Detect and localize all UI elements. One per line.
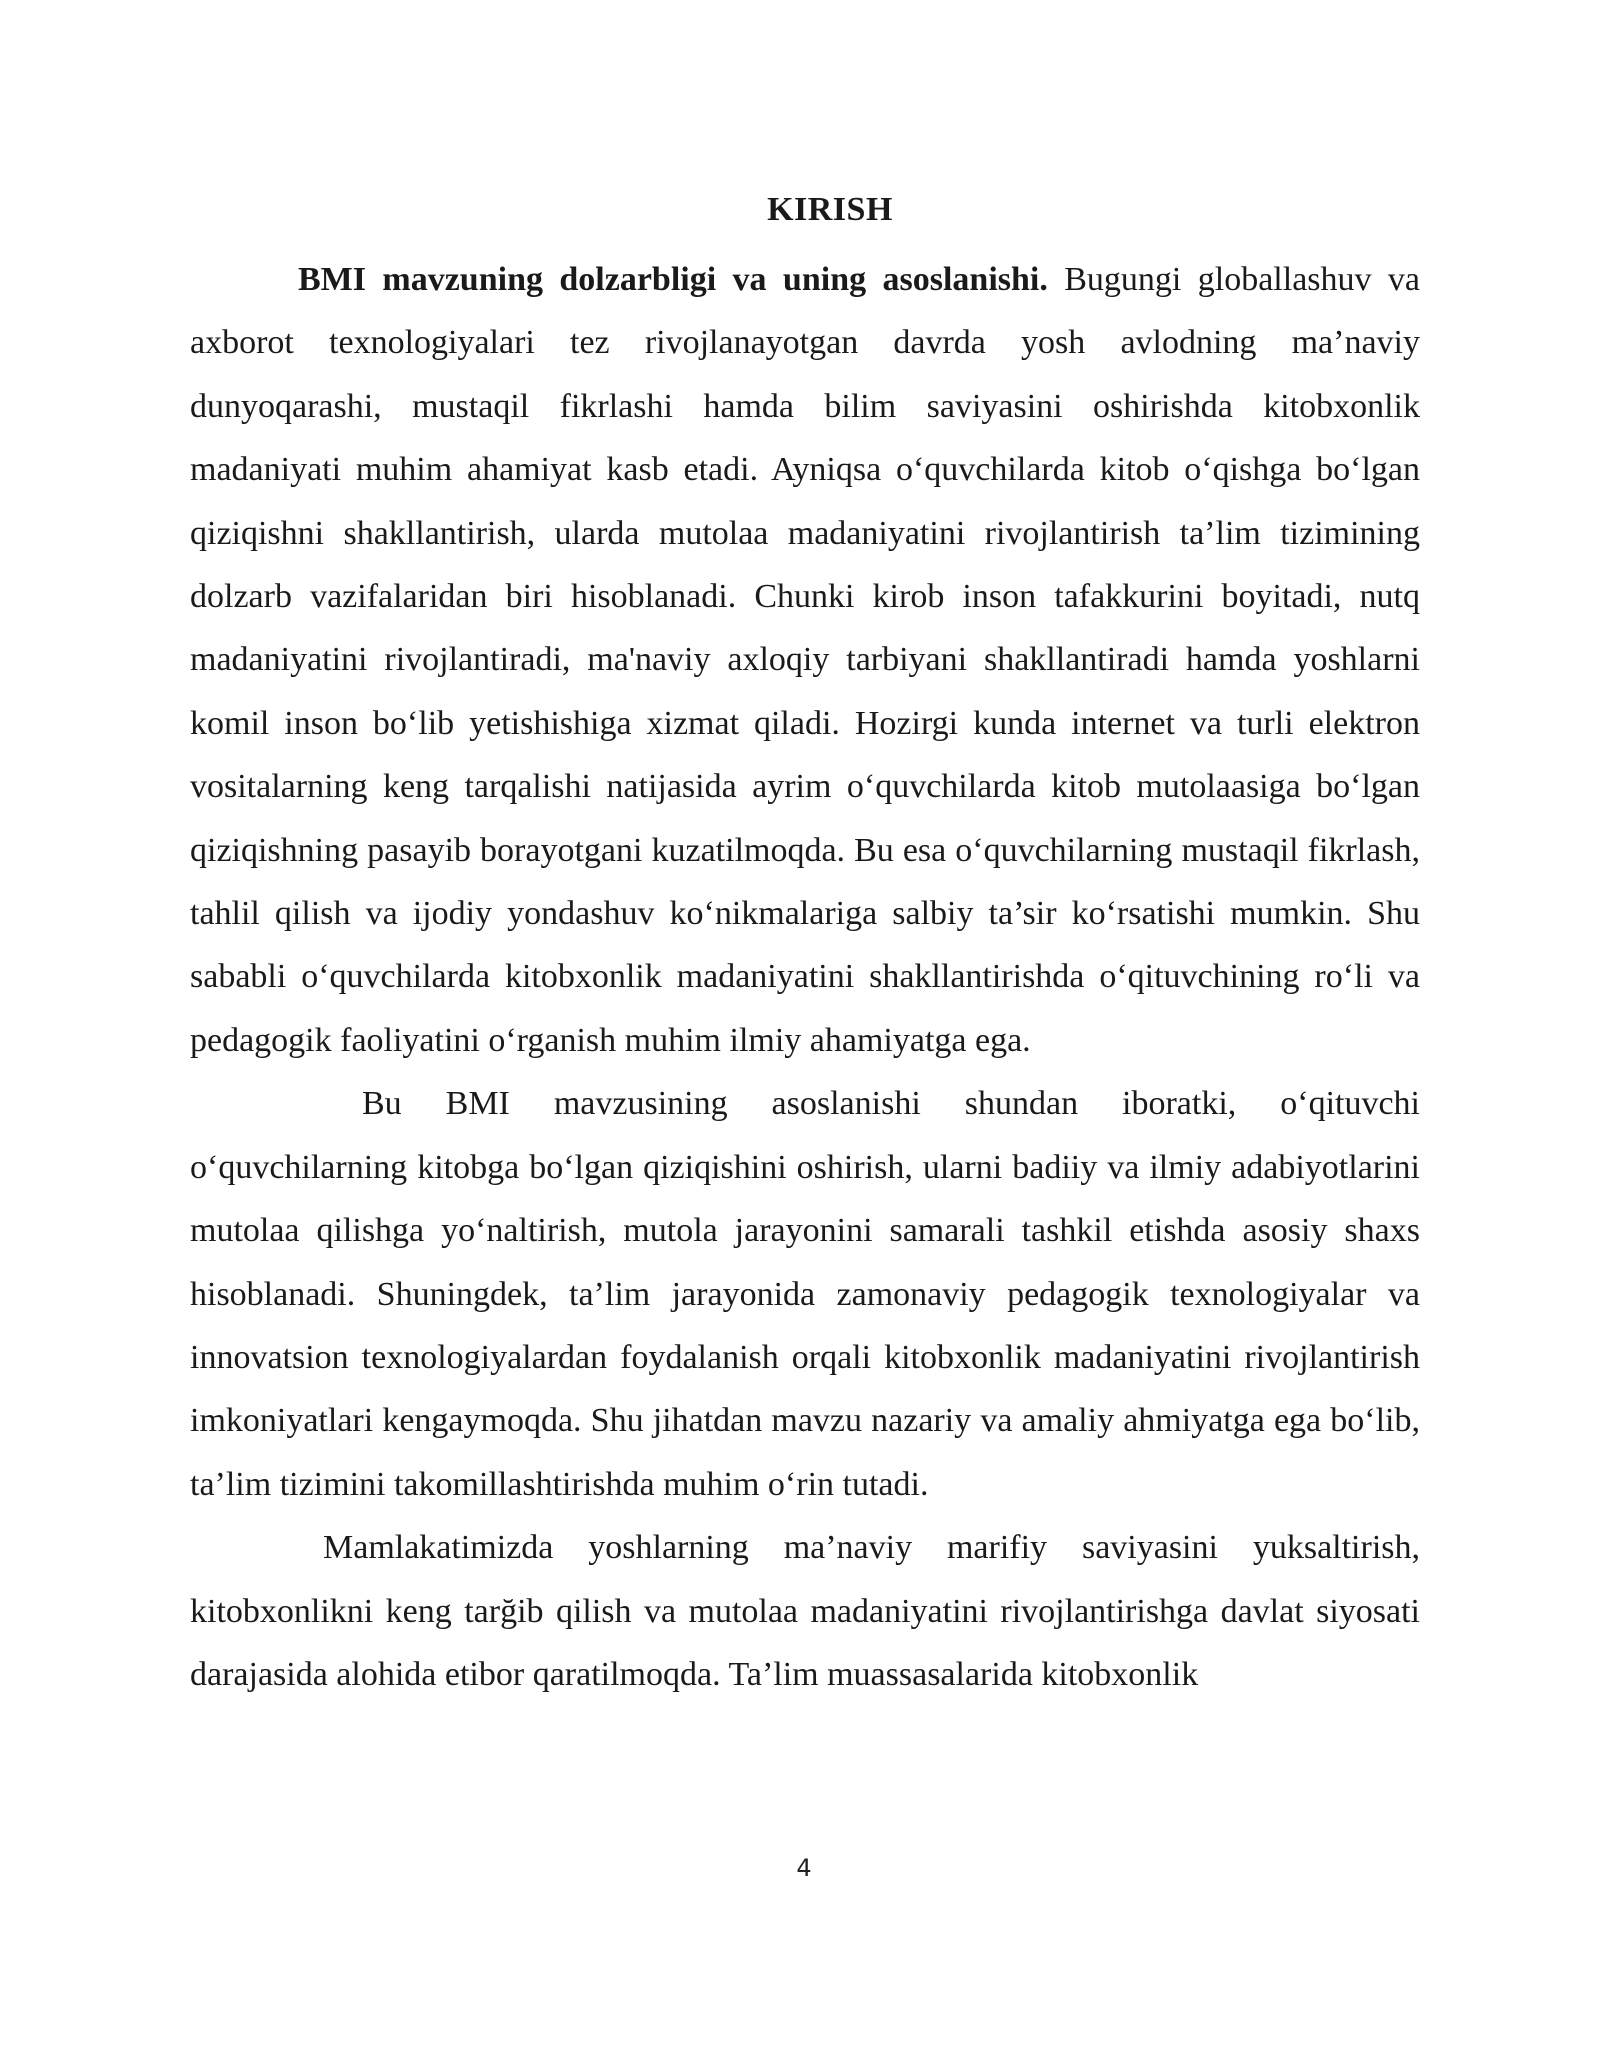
paragraph-1-lead: BMI mavzuning dolzarbligi va uning asoslanishi. — [298, 261, 1048, 298]
page-number: 4 — [796, 1854, 812, 1882]
section-heading: KIRISH — [767, 191, 893, 228]
paragraph-1 — [190, 248, 1420, 1072]
paragraph-1-text: Bugungi globallashuv va axborot texnologiyalari tez rivojlanayotgan davrda yosh avlodning ma’naviy dunyoqarashi, mustaqil fikrlashi hamda bilim saviyasini oshirishda kitobxonlik madaniyati muhim ahamiyat kasb etadi. Ayniqsa o‘quvchilarda kitob o‘qishga bo‘lgan qiziqishni shakllantirish, ularda mutolaa madaniyatini rivojlantirish ta’lim tizimining dolzarb vazifalaridan biri hisoblanadi. Chunki kirob inson tafakkurini boyitadi, nutq madaniyatini rivojlantiradi, ma'naviy axloqiy tarbiyani shakllantiradi hamda yoshlarni komil inson bo‘lib yetishishiga xizmat qiladi. Hozirgi kunda internet va turli elektron vositalarning keng tarqalishi natijasida ayrim o‘quvchilarda kitob mutolaasiga bo‘lgan qiziqishning pasayib borayotgani kuzatilmoqda. Bu esa o‘quvchilarning mustaqil fikrlash, tahlil qilish va ijodiy yondashuv ko‘nikmalariga salbiy ta’sir ko‘rsatishi mumkin. Shu sababli o‘quvchilarda kitobxonlik madaniyatini shakllantirishda o‘qituvchining ro‘li va pedagogik faoliyatini o‘rganish muhim ilmiy ahamiyatga ega. — [190, 261, 1420, 1059]
paragraph-3: Mamlakatimizda yoshlarning ma’naviy marifiy saviyasini yuksaltirish, kitobxonlikni keng tarğib qilish va mutolaa madaniyatini rivojlantirishga davlat siyosati darajasida alohida etibor qaratilmoqda. Ta’lim muassasalarida kitobxonlik — [190, 1529, 1420, 1693]
paragraph-2: Bu BMI mavzusining asoslanishi shundan iboratki, o‘qituvchi o‘quvchilarning kitobga bo‘lgan qiziqishini oshirish, ularni badiiy va ilmiy adabiyotlarini mutolaa qilishga yo‘naltirish, mutola jarayonini samarali tashkil etishda asosiy shaxs hisoblanadi. Shuningdek, ta’lim jarayonida zamonaviy pedagogik texnologiyalar va innovatsion texnologiyalardan foydalanish orqali kitobxonlik madaniyatini rivojlantirish imkoniyatlari kengaymoqda. Shu jihatdan mavzu nazariy va amaliy ahmiyatga ega bo‘lib, ta’lim tizimini takomillashtirishda muhim o‘rin tutadi. — [190, 1085, 1420, 1503]
body-text — [190, 248, 1420, 1706]
